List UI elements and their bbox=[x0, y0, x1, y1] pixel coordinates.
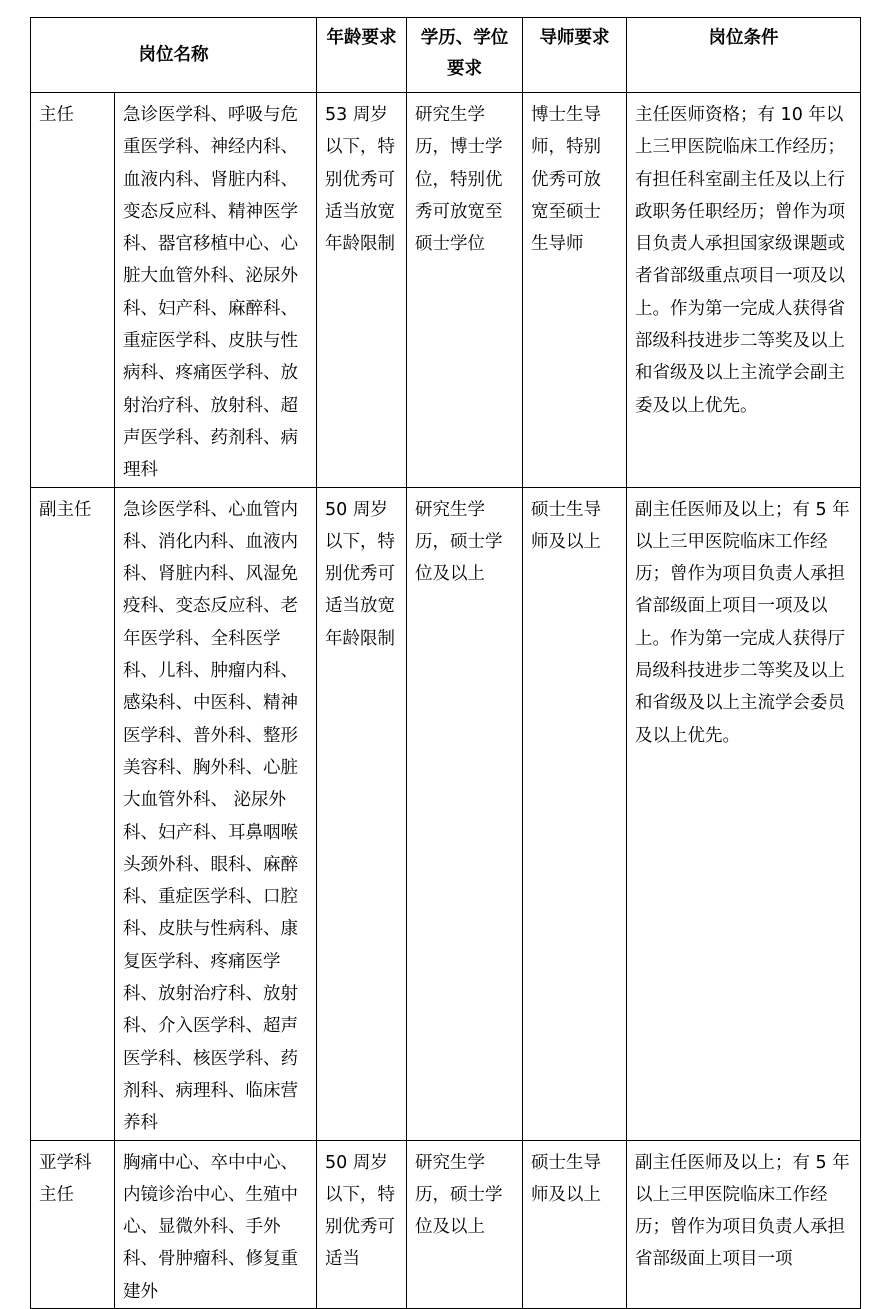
recruitment-table bbox=[30, 17, 861, 1309]
education-cell: 研究生学历，硕士学位及以上 bbox=[407, 487, 523, 1140]
header-age: 年龄要求 bbox=[317, 18, 407, 93]
header-conditions: 岗位条件 bbox=[627, 18, 861, 93]
conditions-cell: 副主任医师及以上；有 5 年以上三甲医院临床工作经历；曾作为项目负责人承担省部级面上项目一项 bbox=[627, 1140, 861, 1308]
position-cell: 亚学科主任 bbox=[31, 1140, 115, 1308]
age-cell: 50 周岁以下，特别优秀可适当放宽年龄限制 bbox=[317, 487, 407, 1140]
table-row bbox=[31, 1140, 861, 1308]
tutor-cell: 博士生导师，特别优秀可放宽至硕士生导师 bbox=[523, 93, 627, 488]
position-cell: 主任 bbox=[31, 93, 115, 488]
header-education: 学历、学位要求 bbox=[407, 18, 523, 93]
conditions-cell: 主任医师资格；有 10 年以上三甲医院临床工作经历；有担任科室副主任及以上行政职务任职经历；曾作为项目负责人承担国家级课题或者省部级重点项目一项及以上。作为第一完成人获得省部级科技进步二等奖及以上和省级及以上主流学会副主委及以上优先。 bbox=[627, 93, 861, 488]
header-tutor: 导师要求 bbox=[523, 18, 627, 93]
age-cell: 53 周岁以下，特别优秀可适当放宽年龄限制 bbox=[317, 93, 407, 488]
education-cell: 研究生学历，博士学位，特别优秀可放宽至硕士学位 bbox=[407, 93, 523, 488]
position-cell: 副主任 bbox=[31, 487, 115, 1140]
header-position: 岗位名称 bbox=[31, 18, 317, 93]
table-row bbox=[31, 487, 861, 1140]
departments-cell: 胸痛中心、卒中中心、内镜诊治中心、生殖中心、显微外科、手外科、骨肿瘤科、修复重建外 bbox=[115, 1140, 317, 1308]
age-cell: 50 周岁以下，特别优秀可适当 bbox=[317, 1140, 407, 1308]
tutor-cell: 硕士生导师及以上 bbox=[523, 487, 627, 1140]
table-row bbox=[31, 93, 861, 488]
departments-cell: 急诊医学科、呼吸与危重医学科、神经内科、血液内科、肾脏内科、变态反应科、精神医学科、器官移植中心、心脏大血管外科、泌尿外科、妇产科、麻醉科、重症医学科、皮肤与性病科、疼痛医学科、放射治疗科、放射科、超声医学科、药剂科、病理科 bbox=[115, 93, 317, 488]
tutor-cell: 硕士生导师及以上 bbox=[523, 1140, 627, 1308]
departments-cell: 急诊医学科、心血管内科、消化内科、血液内科、肾脏内科、风湿免疫科、变态反应科、老年医学科、全科医学科、儿科、肿瘤内科、感染科、中医科、精神医学科、普外科、整形美容科、胸外科、心脏大血管外科、 泌尿外科、妇产科、耳鼻咽喉头颈外科、眼科、麻醉科、重症医学科、口腔科、皮肤与性病科、康复医学科、疼痛医学科、放射治疗科、放射科、介入医学科、超声医学科、核医学科、药剂科、病理科、临床营养科 bbox=[115, 487, 317, 1140]
education-cell: 研究生学历，硕士学位及以上 bbox=[407, 1140, 523, 1308]
conditions-cell: 副主任医师及以上；有 5 年以上三甲医院临床工作经历；曾作为项目负责人承担省部级面上项目一项及以上。作为第一完成人获得厅局级科技进步二等奖及以上和省级及以上主流学会委员及以上优先。 bbox=[627, 487, 861, 1140]
table-header-row bbox=[31, 18, 861, 93]
